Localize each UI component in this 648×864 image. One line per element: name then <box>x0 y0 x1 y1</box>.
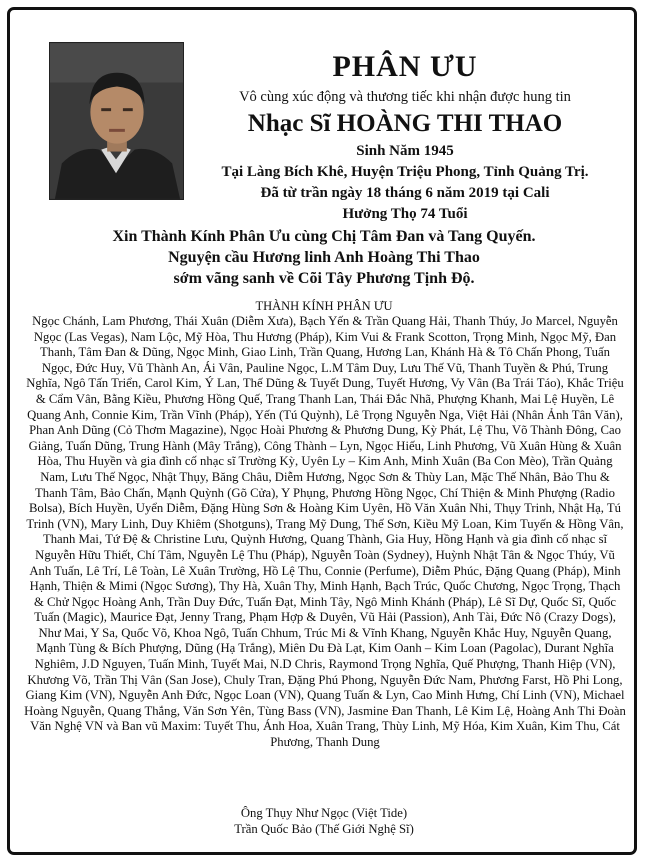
birthplace: Tại Làng Bích Khê, Huyện Triệu Phong, Tỉnh Quảng Trị. <box>221 164 589 180</box>
intro-text: Vô cùng xúc động và thương tiếc khi nhận được hung tin <box>239 89 571 105</box>
portrait-image <box>50 43 183 199</box>
signature-1: Ông Thụy Như Ngọc (Việt Tide) <box>240 806 408 820</box>
page-title: PHÂN ƯU <box>332 50 478 83</box>
age-at-passing: Hưởng Thọ 74 Tuổi <box>342 206 468 222</box>
condolence-names-list: Ngọc Chánh, Lam Phương, Thái Xuân (Diễm Xưa), Bạch Yến & Trần Quang Hải, Thanh Thúy, Jo Marcel, Nguyễn Ngọc (Las Vegas), Nam Lộc, Mỹ Hòa, Thu Hương (Pháp), Kim Vui & Frank Scotton, Trọng Minh, Ngọc Mỹ, Đan Thanh, Tâm Đan & Dũng, Ngọc Minh, Giao Linh, Trần Quang, Hương Lan, Khánh Hà & Tô Chấn Phong, Tuấn Ngọc, Đức Huy, Vũ Thành An, Ái Vân, Pauline Ngọc, L.M Tâm Duy, Lưu Thế Vũ, Thanh Tuyền & Phú, Trung Nghĩa, Ngô Tấn Triển, Carol Kim, Ý Lan, Thế Dũng & Tuyết Dung, Tuyết Hương, Vy Vân (Ba Trái Táo), Khắc Triệu & Cẩm Vân, Bằng Kiều, Phương Hồng Quế, Trang Thanh Lan, Thái Đắc Nhã, Phượng Khanh, Mai Lệ Huyền, Lê Quang Anh, Connie Kim, Trần Vĩnh (Pháp), Yến (Tú Quỳnh), Lê Trọng Nguyễn Nga, Việt Hải (Nhân Ảnh Tân Văn), Phan Anh Dũng (Cỏ Thơm Magazine), Ngọc Hoài Phương & Phương Dung, Kỳ Phát, Lệ Thu, Võ Thành Đông, Cao Giảng, Tuấn Dũng, Trung Hành (Mây Trắng), Công Thành – Lyn, Ngọc Hiếu, Linh Phương, Vũ Xuân Hùng & Xuân Hòa, Thu Huyền và gia đình cố nhạc sĩ Trường Kỳ, Uyên Ly – Kim Anh, Minh Xuân (Ba Con Mèo), Trần Quảng Nam, Lưu Thế Ngọc, Nhật Thụy, Băng Châu, Diễm Hương, Ngọc Sơn & Thùy Lan, Mặc Thế Nhân, Bảo Thu & Thanh Tâm, Bảo Chấn, Mạnh Quỳnh (Gõ Cửa), Y Phụng, Phương Hồng Ngọc, Chí Thiện & Minh Phượng (Radio Bolsa), Bích Huyền, Uyển Diễm, Đặng Hùng Sơn & Hoàng Kim Uyên, Hồ Văn Xuân Nhi, Thụy Trinh, Nhật Hạ, Tú Trinh (VN), Mary Linh, Duy Khiêm (Shotguns), Trang Mỹ Dung, Thế Sơn, Kiều Mỹ Loan, Kim Tuyến & Hồng Vân, Thanh Mai, Tứ Đệ & Christine Lưu, Quỳnh Hương, Quang Thành, Gia Huy, Hồng Hạnh và gia đình cố nhạc sĩ Nguyễn Hữu Thiết, Chí Tâm, Nguyễn Lệ Thu (Pháp), Nguyễn Toàn (Sydney), Huỳnh Nhật Tân & Ngọc Thúy, Vũ Anh Tuấn, Lê Trí, Lê Toàn, Lê Xuân Trường, Hồ Lệ Thu, Connie (Perfume), Diễm Phúc, Đặng Quang (Pháp), Minh Hạnh, Thiện & Mimi (Ngọc Sương), Thy Hà, Xuân Thy, Minh Hạnh, Bạch Trúc, Quốc Chương, Ngọc Trọng, Thạch & Chử Ngọc Hoàng Anh, Trần Duy Đức, Tuấn Đạt, Minh Tây, Ngô Minh Khánh (Pháp), Lê Sĩ Dự, Quốc Sĩ, Quốc Tuấn (Magic), Maurice Đạt, Jenny Trang, Phạm Hợp & Duyên, Vũ Hải (Passion), Anh Tài, Đức Nô (Crazy Dogs), Như Mai, Y Sa, Quốc Võ, Khoa Ngô, Tuấn Chhum, Trúc Mi & Vĩnh Khang, Nguyễn Khắc Huy, Nguyễn Quang, Mạnh Tùng & Bích Phượng, Dũng (Hạ Trắng), Miên Du Đà Lạt, Kim Oanh – Kim Loan (Pagolac), Durant Nghĩa Nghiêm, J.D Nguyen, Tuấn Minh, Tuyết Mai, N.D Chris, Raymond Trọng Nghĩa, Quế Phượng, Thanh Hiệp (VN), Khương Võ, Trần Thị Vân (San Jose), Chuly Tran, Đặng Phú Phong, Nguyễn Đức Nam, Phương Farst, Hồ Phi Long, Giang Kim (VN), Nguyễn Anh Đức, Ngọc Loan (VN), Quang Tuấn & Lyn, Cao Minh Hưng, Chí Linh (VN), Michael Hoàng Nguyễn, Quang Thắng, Văn Sơn Yên, Tùng Bass (VN), Jasmine Đan Thanh, Lê Kim Lệ, Hoàng Anh Thi Đoàn Văn Nghệ VN và Ban vũ Maxim: Tuyết Thu, Ánh Hoa, Xuân Trang, Thùy Linh, Mỹ Hóa, Kim Xuân, Kim Thu, Cát Phương, Thanh Dung <box>24 314 626 750</box>
signature-2: Trần Quốc Bảo (Thế Giới Nghệ Sĩ) <box>234 822 414 836</box>
birth-year: Sinh Năm 1945 <box>356 143 454 159</box>
condolence-line-1: Xin Thành Kính Phân Ưu cùng Chị Tâm Đan và Tang Quyến. <box>112 228 536 245</box>
date-of-passing: Đã từ trần ngày 18 tháng 6 năm 2019 tại Cali <box>260 185 550 201</box>
condolence-line-3: sớm vãng sanh về Cõi Tây Phương Tịnh Độ. <box>173 270 475 287</box>
deceased-name: Nhạc Sĩ HOÀNG THI THAO <box>247 110 563 137</box>
condolence-message <box>20 226 628 289</box>
announcement-header <box>190 48 620 225</box>
portrait-photo <box>49 42 184 200</box>
condolence-line-2: Nguyện cầu Hương linh Anh Hoàng Thi Thao <box>168 249 480 266</box>
list-heading: THÀNH KÍNH PHÂN ƯU <box>255 299 393 313</box>
